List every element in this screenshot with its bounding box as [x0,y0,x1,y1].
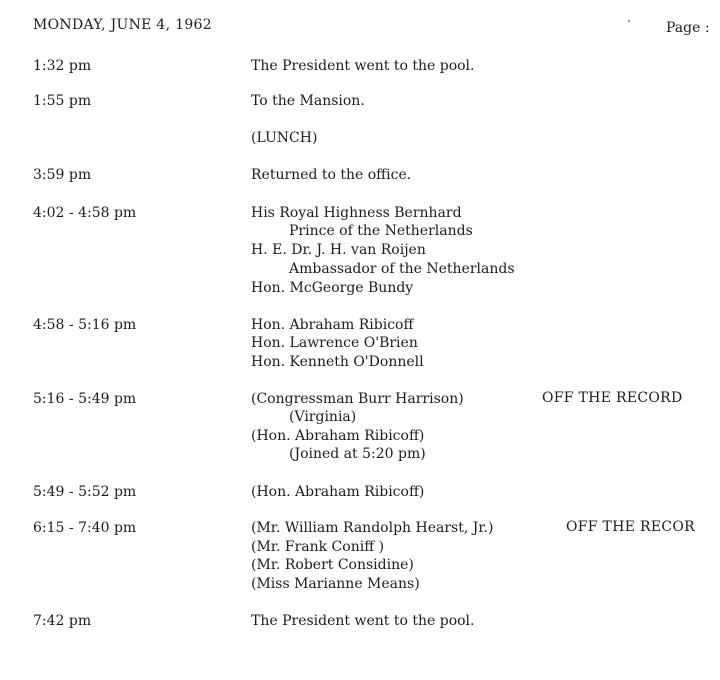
entry-line: To the Mansion. [251,93,365,109]
entry-time: 5:49 - 5:52 pm [33,484,137,500]
entry-time: 4:02 - 4:58 pm [33,205,137,221]
entry-line: (Joined at 5:20 pm) [289,446,426,462]
entry-time: 6:15 - 7:40 pm [33,520,137,536]
entry-line: His Royal Highness Bernhard [251,205,462,221]
entry-line: (Congressman Burr Harrison) [251,391,464,407]
entry-line: Hon. McGeorge Bundy [251,280,414,296]
entry-line: H. E. Dr. J. H. van Roijen [251,242,426,258]
entry-line: Hon. Kenneth O'Donnell [251,354,424,370]
paper-speck [628,20,630,22]
page-date-heading: MONDAY, JUNE 4, 1962 [33,17,212,33]
off-the-record-label: OFF THE RECOR [566,519,695,535]
entry-time: 1:55 pm [33,93,92,109]
entry-line: (Mr. Robert Considine) [251,557,414,573]
entry-line: The President went to the pool. [251,58,475,74]
entry-line: Ambassador of the Netherlands [289,261,515,277]
entry-line: Prince of the Netherlands [289,223,473,239]
entry-line: (Hon. Abraham Ribicoff) [251,484,425,500]
entry-line: (Miss Marianne Means) [251,576,420,592]
off-the-record-label: OFF THE RECORD [542,390,683,406]
entry-line: (Mr. William Randolph Hearst, Jr.) [251,520,494,536]
entry-time: 5:16 - 5:49 pm [33,391,137,407]
entry-time: 3:59 pm [33,167,92,183]
entry-line: (Mr. Frank Coniff ) [251,539,385,555]
entry-line: The President went to the pool. [251,613,475,629]
entry-line: Hon. Lawrence O'Brien [251,335,418,351]
entry-line: (Hon. Abraham Ribicoff) [251,428,425,444]
entry-line: Hon. Abraham Ribicoff [251,317,414,333]
entry-time: 4:58 - 5:16 pm [33,317,137,333]
entry-line: (Virginia) [289,409,357,425]
entry-line: (LUNCH) [251,130,318,146]
entry-line: Returned to the office. [251,167,412,183]
entry-time: 7:42 pm [33,613,92,629]
entry-time: 1:32 pm [33,58,92,74]
page-number-label: Page : [666,20,710,36]
